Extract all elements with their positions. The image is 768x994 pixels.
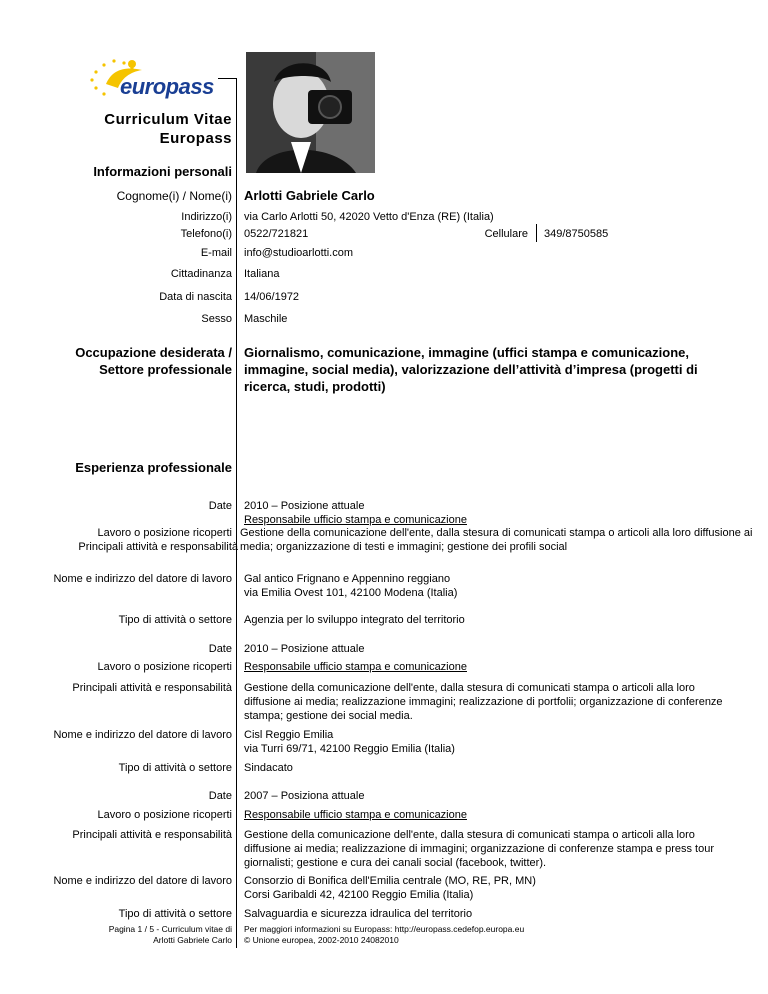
- section-personal-info: Informazioni personali: [93, 164, 232, 179]
- address-value: via Carlo Arlotti 50, 42020 Vetto d'Enza (RE) (Italia): [244, 211, 494, 223]
- email-value[interactable]: info@studioarlotti.com: [244, 247, 353, 259]
- footer-europass-info: [244, 924, 524, 946]
- job1-employer-line2: via Emilia Ovest 101, 42100 Modena (Italia): [244, 587, 458, 599]
- footer-page-line1: Pagina 1 / 5 - Curriculum vitae di: [108, 924, 232, 934]
- job3-position: Responsabile ufficio stampa e comunicazione: [244, 809, 467, 821]
- footer-info-line2: © Unione europea, 2002-2010 24082010: [244, 935, 399, 945]
- cv-title-line2: Europass: [159, 130, 232, 147]
- logo-text: europass: [120, 74, 214, 99]
- occupation-label-line2: Settore professionale: [99, 362, 232, 377]
- photographer-photo-icon: [246, 52, 375, 173]
- citizenship-label: Cittadinanza: [170, 268, 232, 280]
- cv-title: [104, 110, 232, 148]
- job2-position: Responsabile ufficio stampa e comunicazione: [244, 661, 467, 673]
- phone-label: Telefono(i): [180, 228, 232, 240]
- column-divider: [236, 78, 237, 948]
- sex-value: Maschile: [244, 313, 288, 325]
- job3-activities-line3: giornalisti; gestione e cura dei canali social (facebook, twitter).: [244, 857, 547, 869]
- email-label: E-mail: [200, 247, 232, 259]
- phone-value: 0522/721821: [244, 228, 309, 240]
- cv-title-line1: Curriculum Vitae: [104, 111, 232, 128]
- job3-employer-line1: Consorzio di Bonifica dell'Emilia centrale (MO, RE, PR, MN): [244, 875, 536, 887]
- job2-employer-line2: via Turri 69/71, 42100 Reggio Emilia (Italia): [244, 743, 455, 755]
- job2-sector-label: Tipo di attività o settore: [118, 762, 232, 774]
- occupation-value: [244, 344, 698, 395]
- job3-activities-label: Principali attività e responsabilità: [72, 829, 232, 841]
- job2-employer-line1: Cisl Reggio Emilia: [244, 729, 334, 741]
- job1-position: Responsabile ufficio stampa e comunicazione: [244, 514, 467, 526]
- mobile-value: 349/8750585: [544, 228, 609, 240]
- job1-activities-label: Principali attività e responsabilità: [78, 541, 238, 553]
- footer-page-info: [109, 924, 232, 946]
- profile-photo: [246, 52, 375, 173]
- job1-employer-line1: Gal antico Frignano e Appennino reggiano: [244, 573, 451, 585]
- job3-date-label: Date: [208, 790, 232, 802]
- job2-activities-line3: stampa; gestione dei social media.: [244, 710, 413, 722]
- sex-label: Sesso: [201, 313, 232, 325]
- address-label: Indirizzo(i): [181, 211, 232, 223]
- job1-date-label: Date: [208, 500, 232, 512]
- occupation-value-line1: Giornalismo, comunicazione, immagine (uffici stampa e comunicazione,: [244, 345, 689, 360]
- mobile-label: Cellulare: [484, 228, 528, 240]
- job3-sector: Salvaguardia e sicurezza idraulica del territorio: [244, 908, 473, 920]
- footer-page-line2: Arlotti Gabriele Carlo: [153, 935, 232, 945]
- job2-activities-line2: diffusione ai media; realizzazione immagini; realizzazione di portfolii; organizzazione di conferenze: [244, 696, 723, 708]
- job3-position-label: Lavoro o posizione ricoperti: [97, 809, 232, 821]
- mobile-divider: [536, 224, 537, 242]
- occupation-value-line3: ricerca, studi, prodotti): [244, 379, 386, 394]
- job1-employer-label: Nome e indirizzo del datore di lavoro: [53, 573, 232, 585]
- europass-logo: [84, 50, 234, 100]
- job3-employer-label: Nome e indirizzo del datore di lavoro: [53, 875, 232, 887]
- footer-info-line1[interactable]: Per maggiori informazioni su Europass: http://europass.cedefop.europa.eu: [244, 924, 525, 934]
- title-bracket: [218, 78, 236, 79]
- job1-position-label: Lavoro o posizione ricoperti: [97, 527, 232, 539]
- birth-value: 14/06/1972: [244, 291, 300, 303]
- job1-date: 2010 – Posizione attuale: [244, 500, 365, 512]
- job2-sector: Sindacato: [244, 762, 293, 774]
- job3-activities-line1: Gestione della comunicazione dell'ente, dalla stesura di comunicati stampa o articoli alla loro: [244, 829, 695, 841]
- birth-label: Data di nascita: [159, 291, 232, 303]
- job1-sector: Agenzia per lo sviluppo integrato del territorio: [244, 614, 465, 626]
- job2-position-label: Lavoro o posizione ricoperti: [97, 661, 232, 673]
- job3-activities-line2: diffusione ai media; realizzazione di immagini; organizzazione di conferenze stampa e press tour: [244, 843, 714, 855]
- job2-activities-label: Principali attività e responsabilità: [72, 682, 232, 694]
- job2-date: 2010 – Posizione attuale: [244, 643, 365, 655]
- job2-employer-label: Nome e indirizzo del datore di lavoro: [53, 729, 232, 741]
- occupation-label: [75, 344, 232, 378]
- name-label: Cognome(i) / Nome(i): [116, 189, 232, 203]
- job1-sector-label: Tipo di attività o settore: [118, 614, 232, 626]
- occupation-label-line1: Occupazione desiderata /: [75, 345, 232, 360]
- job3-employer-line2: Corsi Garibaldi 42, 42100 Reggio Emilia (Italia): [244, 889, 474, 901]
- job1-activities-line1: Gestione della comunicazione dell'ente, dalla stesura di comunicati stampa o articoli alla loro diffusione ai: [240, 527, 753, 539]
- job1-activities-line2: media; organizzazione di testi e immagini; gestione dei profili social: [240, 541, 568, 553]
- citizenship-value: Italiana: [244, 268, 280, 280]
- section-experience: Esperienza professionale: [75, 460, 232, 475]
- job3-date: 2007 – Posiziona attuale: [244, 790, 365, 802]
- name-value: Arlotti Gabriele Carlo: [244, 188, 375, 203]
- job2-activities-line1: Gestione della comunicazione dell'ente, dalla stesura di comunicati stampa o articoli alla loro: [244, 682, 695, 694]
- job3-sector-label: Tipo di attività o settore: [118, 908, 232, 920]
- occupation-value-line2: immagine, social media), valorizzazione dell’attività d’impresa (progetti di: [244, 362, 698, 377]
- job2-date-label: Date: [208, 643, 232, 655]
